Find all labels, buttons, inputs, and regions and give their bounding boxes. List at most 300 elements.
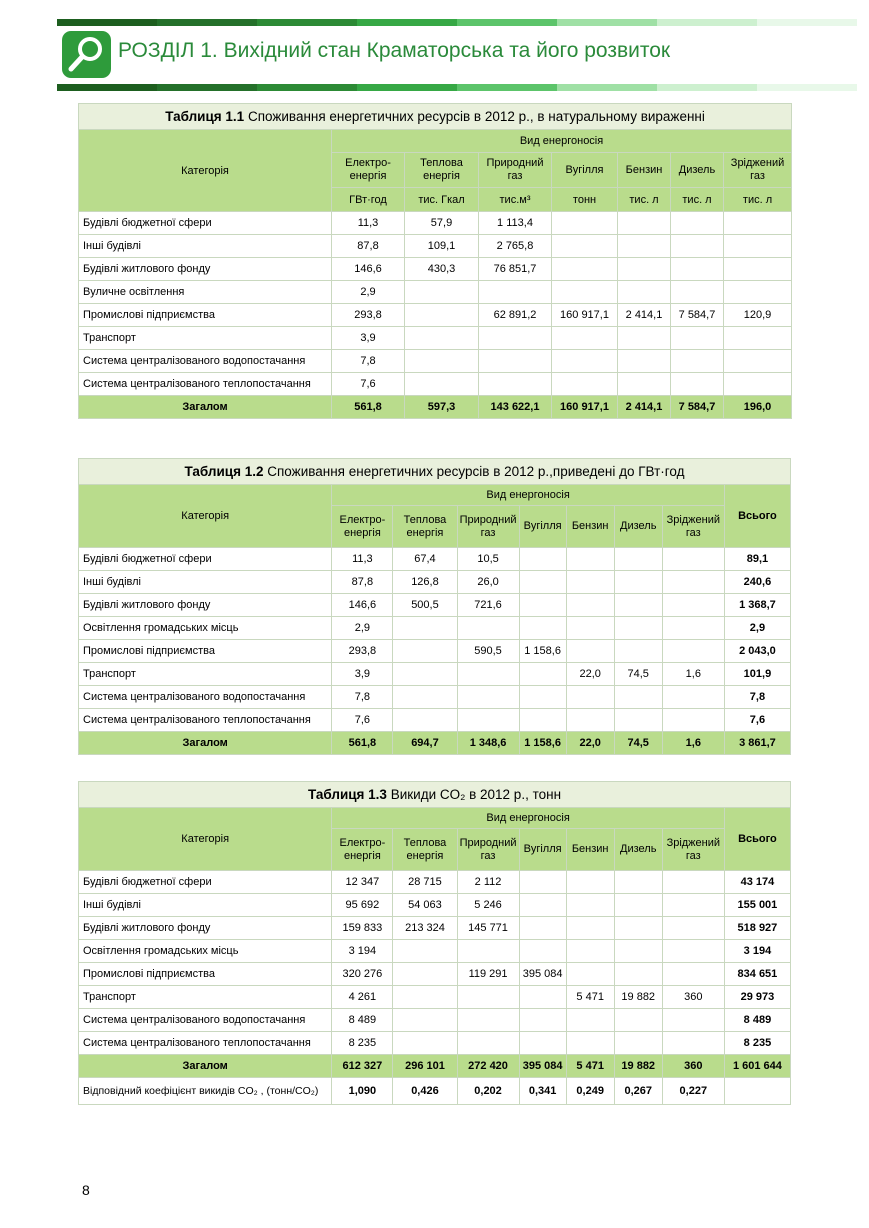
row-total-cell: 1 601 644 — [724, 1055, 790, 1078]
value-cell — [662, 686, 724, 709]
page-number: 8 — [82, 1182, 90, 1198]
value-cell — [519, 940, 566, 963]
total-row — [79, 732, 791, 755]
category-cell: Система централізованого теплопостачання — [79, 373, 332, 396]
column-header: Вугілля — [519, 506, 566, 548]
table-row — [79, 917, 791, 940]
stripe-segment — [557, 84, 657, 91]
table-row — [79, 663, 791, 686]
stripe-segment — [757, 19, 857, 26]
value-cell — [724, 258, 792, 281]
value-cell: 95 692 — [332, 894, 393, 917]
row-total-cell: 155 001 — [724, 894, 790, 917]
value-cell: 3,9 — [332, 663, 393, 686]
group-header: Вид енергоносія — [332, 130, 792, 153]
value-cell — [614, 940, 662, 963]
value-cell — [618, 235, 671, 258]
value-cell — [614, 1032, 662, 1055]
value-cell — [566, 640, 614, 663]
category-cell: Будівлі бюджетної сфери — [79, 871, 332, 894]
row-total-cell: 2 043,0 — [724, 640, 790, 663]
value-cell — [618, 212, 671, 235]
category-cell: Інші будівлі — [79, 894, 332, 917]
value-cell: 320 276 — [332, 963, 393, 986]
value-cell: 196,0 — [724, 396, 792, 419]
value-cell — [405, 281, 479, 304]
value-cell — [405, 304, 479, 327]
value-cell — [662, 917, 724, 940]
value-cell — [552, 281, 618, 304]
value-cell — [671, 327, 724, 350]
value-cell: 54 063 — [393, 894, 457, 917]
category-cell: Освітлення громадських місць — [79, 617, 332, 640]
value-cell — [457, 686, 519, 709]
value-cell — [618, 281, 671, 304]
value-cell — [519, 986, 566, 1009]
table-row — [79, 686, 791, 709]
unit-cell: тис.м³ — [479, 188, 552, 212]
unit-cell: ГВт·год — [332, 188, 405, 212]
value-cell — [519, 1032, 566, 1055]
table-1-3 — [78, 781, 791, 1105]
value-cell — [662, 594, 724, 617]
column-header: Дизель — [614, 829, 662, 871]
table-row — [79, 940, 791, 963]
value-cell: 0,202 — [457, 1078, 519, 1105]
column-header: Вугілля — [552, 153, 618, 188]
value-cell: 10,5 — [457, 548, 519, 571]
value-cell — [457, 663, 519, 686]
value-cell — [724, 373, 792, 396]
stripe-segment — [557, 19, 657, 26]
stripe-segment — [357, 84, 457, 91]
row-total-cell: 2,9 — [724, 617, 790, 640]
row-total-cell: 1 368,7 — [724, 594, 790, 617]
value-cell — [662, 617, 724, 640]
category-cell: Система централізованого водопостачання — [79, 350, 332, 373]
unit-cell: тис. л — [671, 188, 724, 212]
row-total-cell: 8 489 — [724, 1009, 790, 1032]
category-header: Категорія — [79, 130, 332, 212]
value-cell: 160 917,1 — [552, 304, 618, 327]
column-header: Зріджений газ — [724, 153, 792, 188]
value-cell — [566, 686, 614, 709]
category-header: Категорія — [79, 808, 332, 871]
table-row — [79, 640, 791, 663]
value-cell — [405, 350, 479, 373]
value-cell: 76 851,7 — [479, 258, 552, 281]
table-row — [79, 709, 791, 732]
value-cell: 11,3 — [332, 548, 393, 571]
value-cell — [479, 281, 552, 304]
value-cell: 395 084 — [519, 1055, 566, 1078]
column-header: Природний газ — [479, 153, 552, 188]
stripe-segment — [57, 19, 157, 26]
value-cell — [566, 894, 614, 917]
value-cell: 7,8 — [332, 350, 405, 373]
value-cell — [393, 986, 457, 1009]
stripe-segment — [157, 19, 257, 26]
row-total-cell: 89,1 — [724, 548, 790, 571]
value-cell: 12 347 — [332, 871, 393, 894]
category-cell: Загалом — [79, 732, 332, 755]
stripe-segment — [257, 19, 357, 26]
value-cell — [614, 963, 662, 986]
page-title: РОЗДІЛ 1. Вихідний стан Краматорська та його розвиток — [118, 39, 671, 62]
column-header: Вугілля — [519, 829, 566, 871]
row-total-cell: 7,8 — [724, 686, 790, 709]
row-total-cell: 7,6 — [724, 709, 790, 732]
category-cell: Транспорт — [79, 327, 332, 350]
header-bottom-stripe — [57, 84, 857, 91]
unit-cell: тонн — [552, 188, 618, 212]
value-cell — [566, 871, 614, 894]
value-cell — [614, 617, 662, 640]
table-row — [79, 871, 791, 894]
value-cell — [393, 1032, 457, 1055]
value-cell — [566, 594, 614, 617]
value-cell: 1 348,6 — [457, 732, 519, 755]
value-cell — [671, 212, 724, 235]
value-cell: 11,3 — [332, 212, 405, 235]
value-cell — [566, 940, 614, 963]
value-cell: 4 261 — [332, 986, 393, 1009]
value-cell — [393, 963, 457, 986]
row-total-cell — [724, 1078, 790, 1105]
value-cell — [662, 1009, 724, 1032]
value-cell — [724, 350, 792, 373]
column-header: Теплова енергія — [393, 829, 457, 871]
value-cell — [457, 940, 519, 963]
column-header: Зріджений газ — [662, 829, 724, 871]
table-row — [79, 235, 792, 258]
row-total-cell: 101,9 — [724, 663, 790, 686]
value-cell: 561,8 — [332, 396, 405, 419]
stripe-segment — [157, 84, 257, 91]
value-cell — [618, 373, 671, 396]
column-header: Природний газ — [457, 829, 519, 871]
column-header: Теплова енергія — [405, 153, 479, 188]
category-cell: Будівлі бюджетної сфери — [79, 212, 332, 235]
value-cell: 119 291 — [457, 963, 519, 986]
value-cell: 0,227 — [662, 1078, 724, 1105]
total-row — [79, 396, 792, 419]
value-cell: 213 324 — [393, 917, 457, 940]
category-cell: Інші будівлі — [79, 235, 332, 258]
value-cell — [618, 327, 671, 350]
category-cell: Система централізованого водопостачання — [79, 1009, 332, 1032]
unit-cell: тис. л — [724, 188, 792, 212]
category-cell: Будівлі бюджетної сфери — [79, 548, 332, 571]
value-cell: 694,7 — [393, 732, 457, 755]
value-cell — [614, 894, 662, 917]
value-cell — [405, 373, 479, 396]
row-total-cell: 518 927 — [724, 917, 790, 940]
value-cell — [393, 1009, 457, 1032]
value-cell — [724, 327, 792, 350]
stripe-segment — [257, 84, 357, 91]
table-1-2 — [78, 458, 791, 755]
stripe-segment — [757, 84, 857, 91]
value-cell — [405, 327, 479, 350]
value-cell — [457, 617, 519, 640]
value-cell: 296 101 — [393, 1055, 457, 1078]
value-cell — [566, 917, 614, 940]
value-cell — [566, 571, 614, 594]
value-cell: 87,8 — [332, 235, 405, 258]
value-cell: 395 084 — [519, 963, 566, 986]
value-cell: 126,8 — [393, 571, 457, 594]
value-cell — [671, 258, 724, 281]
value-cell: 120,9 — [724, 304, 792, 327]
table-row — [79, 212, 792, 235]
value-cell: 2 414,1 — [618, 396, 671, 419]
category-cell: Промислові підприємства — [79, 640, 332, 663]
value-cell — [618, 350, 671, 373]
category-cell: Вуличне освітлення — [79, 281, 332, 304]
table-caption: Таблиця 1.2 Споживання енергетичних ресурсів в 2012 р.,приведені до ГВт·год — [79, 459, 791, 485]
column-header: Бензин — [566, 506, 614, 548]
category-cell: Відповідний коефіцієнт викидів CO₂ , (тонн/CO₂) — [79, 1078, 332, 1105]
column-header: Теплова енергія — [393, 506, 457, 548]
value-cell — [393, 686, 457, 709]
table-caption: Таблиця 1.3 Викиди CO₂ в 2012 р., тонн — [79, 782, 791, 808]
table-row — [79, 894, 791, 917]
coefficient-row — [79, 1078, 791, 1105]
row-total-cell: 8 235 — [724, 1032, 790, 1055]
value-cell: 1 158,6 — [519, 640, 566, 663]
table-row — [79, 986, 791, 1009]
total-header: Всього — [724, 808, 790, 871]
value-cell: 1 158,6 — [519, 732, 566, 755]
value-cell: 109,1 — [405, 235, 479, 258]
value-cell: 146,6 — [332, 258, 405, 281]
value-cell — [614, 571, 662, 594]
value-cell: 597,3 — [405, 396, 479, 419]
value-cell — [393, 663, 457, 686]
value-cell — [479, 373, 552, 396]
table-row — [79, 1032, 791, 1055]
value-cell — [618, 258, 671, 281]
value-cell — [552, 350, 618, 373]
column-header: Зріджений газ — [662, 506, 724, 548]
category-cell: Будівлі житлового фонду — [79, 594, 332, 617]
stripe-segment — [57, 84, 157, 91]
value-cell — [566, 1009, 614, 1032]
value-cell — [457, 986, 519, 1009]
value-cell — [614, 1009, 662, 1032]
value-cell — [457, 1009, 519, 1032]
stripe-segment — [457, 19, 557, 26]
value-cell: 8 489 — [332, 1009, 393, 1032]
category-cell: Транспорт — [79, 986, 332, 1009]
row-total-cell: 29 973 — [724, 986, 790, 1009]
value-cell: 159 833 — [332, 917, 393, 940]
value-cell: 2,9 — [332, 617, 393, 640]
value-cell — [393, 940, 457, 963]
magnifier-icon — [62, 31, 111, 78]
row-total-cell: 43 174 — [724, 871, 790, 894]
value-cell — [519, 709, 566, 732]
table-row — [79, 548, 791, 571]
category-cell: Транспорт — [79, 663, 332, 686]
value-cell — [519, 594, 566, 617]
value-cell: 0,341 — [519, 1078, 566, 1105]
value-cell — [552, 212, 618, 235]
category-cell: Система централізованого теплопостачання — [79, 1032, 332, 1055]
value-cell — [671, 350, 724, 373]
value-cell — [662, 640, 724, 663]
value-cell — [566, 1032, 614, 1055]
value-cell: 360 — [662, 1055, 724, 1078]
value-cell: 62 891,2 — [479, 304, 552, 327]
value-cell: 293,8 — [332, 640, 393, 663]
value-cell — [457, 1032, 519, 1055]
value-cell — [662, 1032, 724, 1055]
value-cell — [662, 709, 724, 732]
table-row — [79, 304, 792, 327]
column-header: Електро-енергія — [332, 829, 393, 871]
value-cell: 160 917,1 — [552, 396, 618, 419]
stripe-segment — [457, 84, 557, 91]
value-cell: 7,6 — [332, 373, 405, 396]
header-top-stripe — [57, 19, 857, 26]
value-cell — [519, 917, 566, 940]
column-header: Бензин — [618, 153, 671, 188]
group-header: Вид енергоносія — [332, 808, 725, 829]
value-cell: 22,0 — [566, 732, 614, 755]
value-cell: 5 471 — [566, 986, 614, 1009]
value-cell — [566, 963, 614, 986]
value-cell — [662, 571, 724, 594]
table-row — [79, 571, 791, 594]
value-cell: 26,0 — [457, 571, 519, 594]
value-cell — [662, 940, 724, 963]
category-cell: Будівлі житлового фонду — [79, 917, 332, 940]
row-total-cell: 3 861,7 — [724, 732, 790, 755]
value-cell: 1,090 — [332, 1078, 393, 1105]
value-cell: 74,5 — [614, 663, 662, 686]
value-cell: 19 882 — [614, 1055, 662, 1078]
value-cell — [519, 894, 566, 917]
category-cell: Інші будівлі — [79, 571, 332, 594]
value-cell: 2 112 — [457, 871, 519, 894]
row-total-cell: 240,6 — [724, 571, 790, 594]
column-header: Природний газ — [457, 506, 519, 548]
value-cell: 293,8 — [332, 304, 405, 327]
value-cell — [552, 327, 618, 350]
value-cell: 561,8 — [332, 732, 393, 755]
value-cell — [519, 686, 566, 709]
value-cell: 2 414,1 — [618, 304, 671, 327]
table-caption: Таблиця 1.1 Споживання енергетичних ресурсів в 2012 р., в натуральному вираженні — [79, 104, 792, 130]
category-cell: Освітлення громадських місць — [79, 940, 332, 963]
value-cell — [552, 373, 618, 396]
table-row — [79, 258, 792, 281]
value-cell — [671, 373, 724, 396]
value-cell: 7 584,7 — [671, 304, 724, 327]
value-cell: 3 194 — [332, 940, 393, 963]
value-cell — [614, 709, 662, 732]
column-header: Бензин — [566, 829, 614, 871]
value-cell — [519, 617, 566, 640]
value-cell: 0,426 — [393, 1078, 457, 1105]
value-cell: 0,249 — [566, 1078, 614, 1105]
value-cell — [519, 1009, 566, 1032]
value-cell — [724, 235, 792, 258]
value-cell: 1,6 — [662, 732, 724, 755]
value-cell — [614, 686, 662, 709]
value-cell — [614, 917, 662, 940]
value-cell — [393, 617, 457, 640]
value-cell: 0,267 — [614, 1078, 662, 1105]
value-cell: 8 235 — [332, 1032, 393, 1055]
value-cell — [393, 640, 457, 663]
category-cell: Промислові підприємства — [79, 304, 332, 327]
table-row — [79, 963, 791, 986]
value-cell — [614, 548, 662, 571]
value-cell: 2 765,8 — [479, 235, 552, 258]
stripe-segment — [357, 19, 457, 26]
value-cell — [566, 548, 614, 571]
value-cell: 500,5 — [393, 594, 457, 617]
column-header: Дизель — [614, 506, 662, 548]
value-cell — [614, 594, 662, 617]
value-cell: 721,6 — [457, 594, 519, 617]
value-cell: 5 471 — [566, 1055, 614, 1078]
value-cell — [552, 235, 618, 258]
value-cell — [519, 663, 566, 686]
row-total-cell: 3 194 — [724, 940, 790, 963]
stripe-segment — [657, 84, 757, 91]
column-header: Електро-енергія — [332, 153, 405, 188]
table-row — [79, 281, 792, 304]
value-cell: 28 715 — [393, 871, 457, 894]
table-row — [79, 327, 792, 350]
value-cell — [457, 709, 519, 732]
value-cell: 19 882 — [614, 986, 662, 1009]
value-cell: 1,6 — [662, 663, 724, 686]
value-cell: 590,5 — [457, 640, 519, 663]
category-header: Категорія — [79, 485, 332, 548]
value-cell — [393, 709, 457, 732]
value-cell — [479, 350, 552, 373]
value-cell: 57,9 — [405, 212, 479, 235]
value-cell — [662, 548, 724, 571]
table-row — [79, 594, 791, 617]
category-cell: Загалом — [79, 396, 332, 419]
value-cell — [614, 871, 662, 894]
value-cell: 7,6 — [332, 709, 393, 732]
value-cell — [552, 258, 618, 281]
table-row — [79, 617, 791, 640]
value-cell: 7 584,7 — [671, 396, 724, 419]
total-row — [79, 1055, 791, 1078]
value-cell: 1 113,4 — [479, 212, 552, 235]
value-cell — [662, 963, 724, 986]
category-cell: Система централізованого теплопостачання — [79, 709, 332, 732]
table-row — [79, 1009, 791, 1032]
value-cell: 67,4 — [393, 548, 457, 571]
column-header: Дизель — [671, 153, 724, 188]
table-1-1 — [78, 103, 792, 419]
stripe-segment — [657, 19, 757, 26]
value-cell: 22,0 — [566, 663, 614, 686]
unit-cell: тис. л — [618, 188, 671, 212]
table-row — [79, 350, 792, 373]
value-cell — [662, 894, 724, 917]
value-cell — [519, 548, 566, 571]
